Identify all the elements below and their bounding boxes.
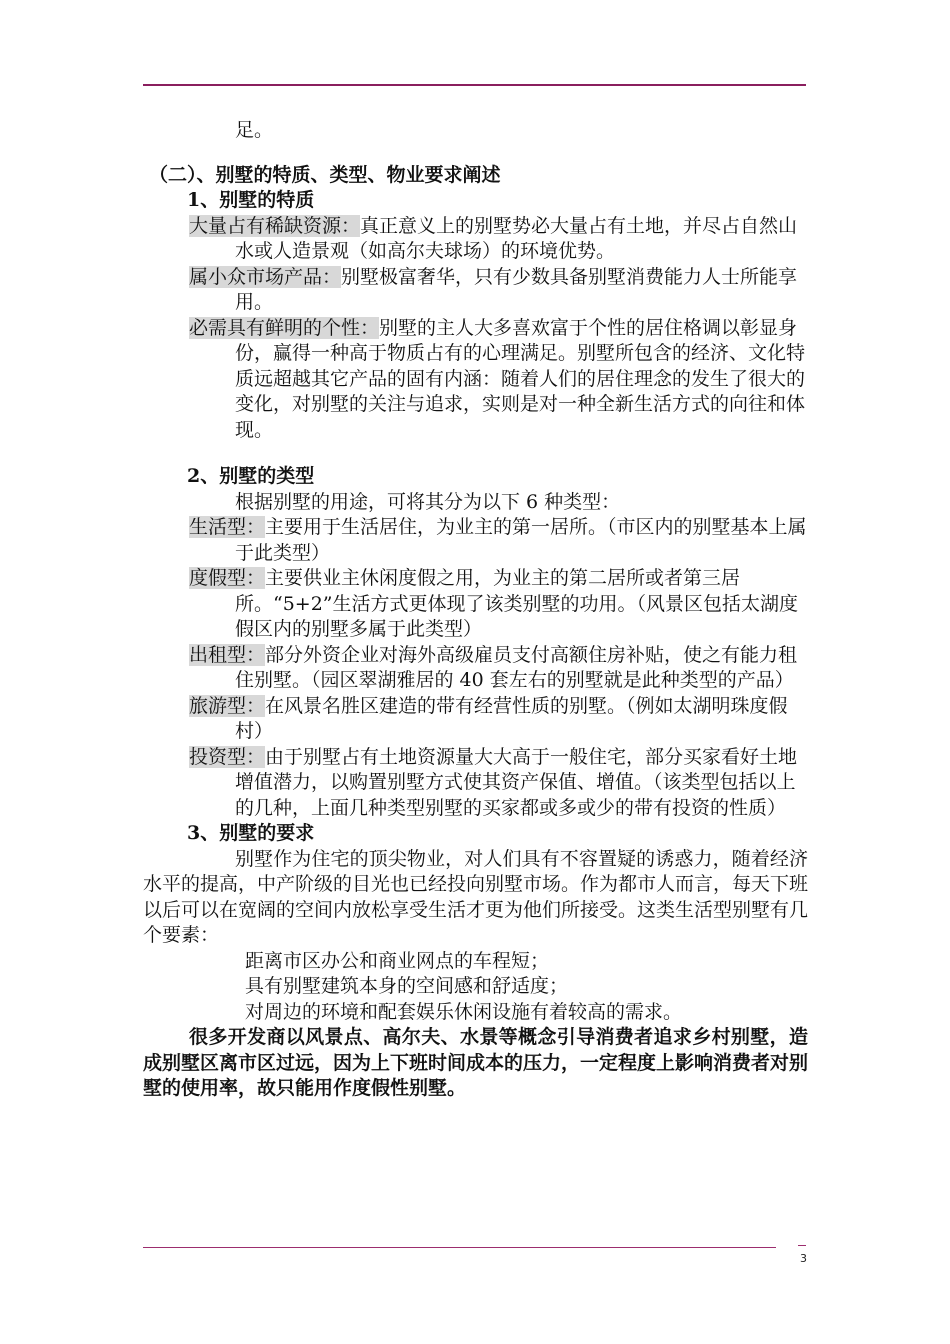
- requirement-item: 具有别墅建筑本身的空间感和舒适度；: [245, 975, 569, 997]
- header-rule: [143, 84, 806, 86]
- requirements-heading: 3、别墅的要求: [187, 822, 315, 844]
- conclusion-paragraph: 很多开发商以风景点、高尔夫、水景等概念引导消费者追求乡村别墅，造成别墅区离市区过远，因为上下班时间成本的压力，一定程度上影响消费者对别墅的使用率，故只能用作度假性别墅。: [143, 1026, 809, 1099]
- requirements-intro: 别墅作为住宅的顶尖物业，对人们具有不容置疑的诱惑力，随着经济水平的提高，中产阶级的目光也已经投向别墅市场。作为都市人而言，每天下班以后可以在宽阔的空间内放松享受生活才更为他们所接受。这类生活型别墅有几个要素：: [143, 847, 809, 946]
- characteristic-text: 别墅极富奢华，只有少数具备别墅消费能力人士所能享用。: [235, 265, 798, 313]
- type-text: 主要用于生活居住，为业主的第一居所。（市区内的别墅基本上属于此类型）: [235, 516, 807, 564]
- characteristics-heading: 1、别墅的特质: [187, 189, 315, 211]
- type-text: 由于别墅占有土地资源量大大高于一般住宅，部分买家看好土地增值潜力，以购置别墅方式使其资产保值、增值。（该类型包括以上的几种，上面几种类型别墅的买家都或多或少的带有投资的性质）: [235, 745, 798, 819]
- types-heading: 2、别墅的类型: [187, 465, 315, 487]
- types-intro: 根据别墅的用途，可将其分为以下 6 种类型：: [235, 490, 621, 513]
- type-text: 部分外资企业对海外高级雇员支付高额住房补贴，使之有能力租住别墅。（园区翠湖雅居的 40 套左右的别墅就是此种类型的产品）: [235, 643, 798, 691]
- characteristic-text: 真正意义上的别墅势必大量占有土地，并尽占自然山水或人造景观（如高尔夫球场）的环境优势。: [235, 214, 798, 262]
- document-body: [143, 118, 808, 1102]
- characteristic-item: [143, 316, 808, 444]
- type-label: 生活型：: [189, 516, 266, 538]
- type-item: [143, 566, 808, 643]
- continuation-text: 足。: [235, 119, 274, 141]
- requirement-item: 对周边的环境和配套娱乐休闲设施有着较高的需求。: [245, 1000, 683, 1023]
- type-text: 主要供业主休闲度假之用，为业主的第二居所或者第三居所。“5+2”生活方式更体现了该类别墅的功用。（风景区包括太湖度假区内的别墅多属于此类型）: [235, 567, 799, 640]
- characteristic-label: 大量占有稀缺资源：: [189, 214, 361, 237]
- section-title: （二）、别墅的特质、类型、物业要求阐述: [149, 163, 501, 186]
- characteristic-label: 属小众市场产品：: [189, 265, 342, 288]
- type-label: 旅游型：: [189, 694, 266, 717]
- type-label: 投资型：: [189, 745, 266, 768]
- type-item: [143, 745, 808, 822]
- footer-page-dash: [798, 1245, 806, 1246]
- footer-rule: [143, 1247, 776, 1248]
- page-number: 3: [800, 1252, 807, 1265]
- characteristic-item: [143, 214, 808, 265]
- requirement-item: 距离市区办公和商业网点的车程短；: [245, 949, 550, 972]
- type-label: 出租型：: [189, 643, 266, 666]
- type-item: [143, 694, 808, 745]
- type-label: 度假型：: [189, 567, 266, 589]
- characteristic-text: 别墅的主人大多喜欢富于个性的居住格调以彰显身份，赢得一种高于物质占有的心理满足。别墅所包含的经济、文化特质远超越其它产品的固有内涵：随着人们的居住理念的发生了很大的变化，对别墅的关注与追求，实则是对一种全新生活方式的向往和体现。: [235, 316, 806, 441]
- characteristic-item: [143, 265, 808, 316]
- type-text: 在风景名胜区建造的带有经营性质的别墅。（例如太湖明珠度假村）: [235, 694, 788, 742]
- type-item: [143, 515, 808, 566]
- type-item: [143, 643, 808, 694]
- characteristic-label: 必需具有鲜明的个性：: [189, 316, 380, 339]
